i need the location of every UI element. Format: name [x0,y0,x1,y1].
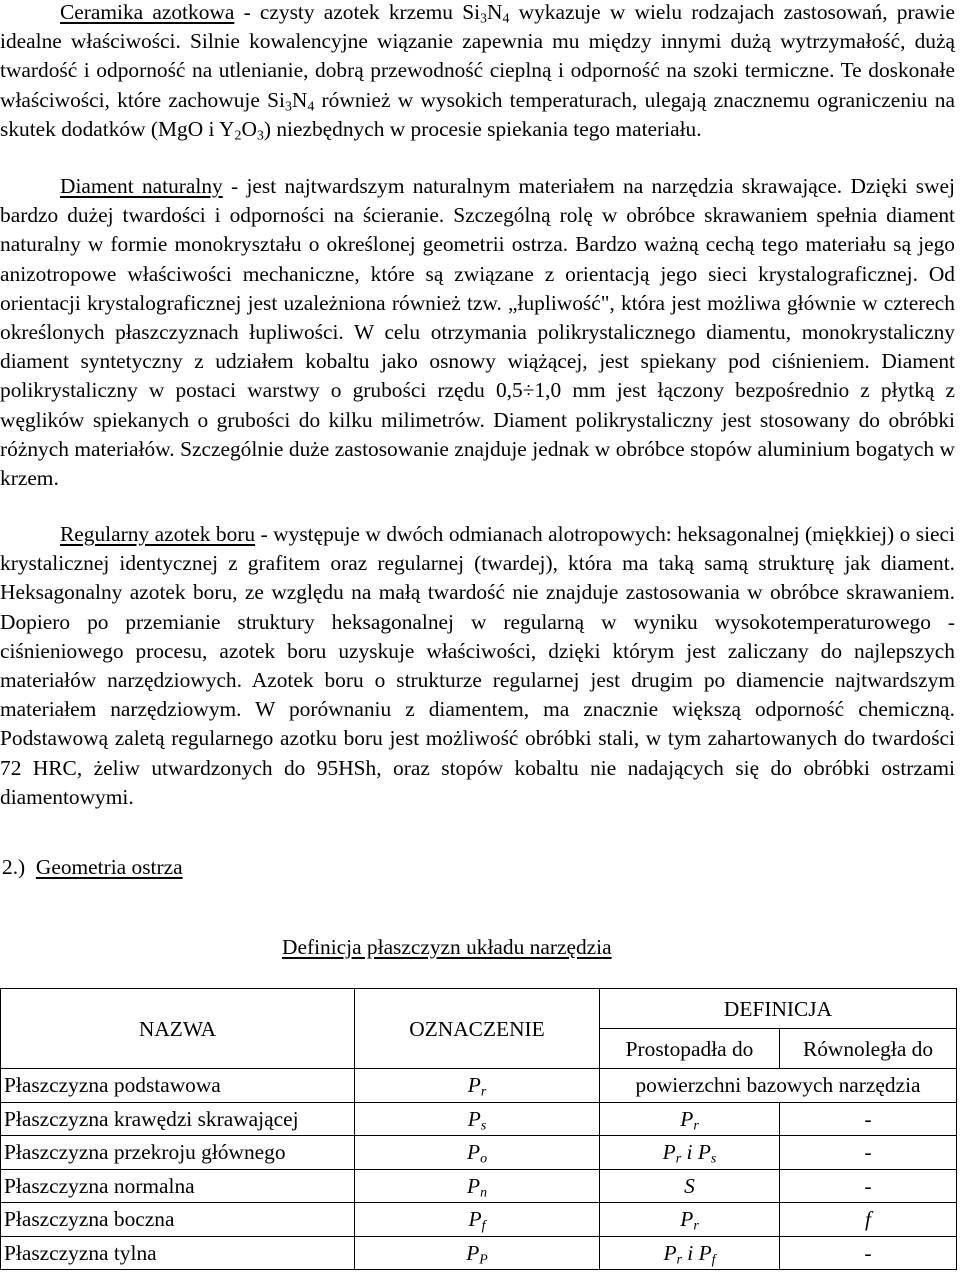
symbol-subscript: n [480,1185,488,1201]
header-name: NAZWA [1,989,355,1069]
subscript: 2 [234,128,242,144]
symbol-subscript: f [481,1218,486,1234]
plane-parallel: f [780,1203,957,1237]
symbol-letter: P [466,1173,481,1198]
symbol-subscript: f [711,1252,716,1268]
symbol-letter: S [684,1173,695,1198]
symbol-subscript: r [693,1218,699,1234]
subscript: 3 [480,11,487,27]
plane-perpendicular [600,1169,780,1203]
table-row [1,1102,957,1136]
symbol-letter: P [466,1240,480,1265]
symbol-letter: P [680,1106,694,1131]
plane-perpendicular [600,1102,780,1136]
paragraph-text: - występuje w dwóch odmianach alotropowych: heksagonalnej (miękkiej) o sieci krystalicznej identycznej z grafitem oraz regularnej (twardej), która ma taką samą strukturę jak diament. Heksagonalny azotek boru, ze względu na małą twardość nie znajduje zastosowania w obróbce skrawaniem. Dopiero po przemianie struktury heksagonalnej w regularną w wyniku wysokotemperaturowego - ciśnieniowego procesu, azotek boru uzyskuje właściwości, dzięki którym jest zaliczany do najlepszych materiałów narzędziowych. Azotek boru o strukturze regularnej jest drugim po diamencie najtwardszym materiałem narzędziowym. W porównaniu z diamentem, ma znacznie większą odporność chemiczną. Podstawową zaletą regularnego azotku boru jest możliwość obróbki stali, w tym zahartowanych do twardości 72 HRC, żeliw utwardzonych do 95HSh, oraz stopów kobaltu nie nadających się do obróbki ostrzami diamentowymi. [0,522,955,809]
plane-symbol [355,1102,600,1136]
table-row [1,1203,957,1237]
symbol-letter: P [698,1240,712,1265]
table-title: Definicja płaszczyzn układu narzędzia [282,935,612,959]
conjunction: i [681,1140,698,1165]
plane-name: Płaszczyzna normalna [1,1169,355,1203]
plane-symbol [355,1236,600,1270]
plane-name: Płaszczyzna przekroju głównego [1,1136,355,1170]
plane-parallel: - [780,1236,957,1270]
paragraph-boron-nitride [0,520,955,812]
section-heading [2,853,183,882]
plane-name: Płaszczyzna tylna [1,1236,355,1270]
symbol-letter: P [662,1140,676,1165]
symbol-subscript: r [480,1084,487,1100]
table-row [1,1236,957,1270]
symbol-letter: P [466,1140,481,1165]
header-symbol: OZNACZENIE [355,989,600,1069]
paragraph-natural-diamond [0,172,955,493]
conjunction: i [681,1240,699,1265]
plane-parallel: - [780,1169,957,1203]
symbol-subscript: s [480,1118,487,1134]
symbol-subscript: r [676,1252,682,1268]
plane-symbol [355,1169,600,1203]
plane-parallel: - [780,1136,957,1170]
plane-definition-merged: powierzchni bazowych narzędzia [600,1069,957,1103]
paragraph-text: O [241,116,257,141]
paragraph-text: również w wysokich temperaturach, ulegają znacznemu ograniczeniu na skutek dodatków (MgO i Y [0,87,955,141]
plane-perpendicular [600,1236,780,1270]
symbol-subscript: s [710,1151,717,1167]
plane-name: Płaszczyzna krawędzi skrawającej [1,1102,355,1136]
symbol-letter: P [467,1073,481,1098]
paragraph-text: - jest najtwardszym naturalnym materiałem na narzędzia skrawające. Dzięki swej bardzo dużej twardości i odporności na ścieranie. Szczególną rolę w obróbce skrawaniem spełnia diament naturalny w formie monokryształu o określonej geometrii ostrza. Bardzo ważną cechą tego materiału są jego anizotropowe właściwości mechaniczne, które są związane z orientacją jego sieci krystalograficznej. Od orientacji krystalograficznej jest uzależniona również tzw. „łupliwość", która jest możliwa głównie w czterech określonych płaszczyznach łupliwości. W celu otrzymania polikrystalicznego diamentu, monokrystaliczny diament syntetyczny z udziałem kobaltu jako osnowy wiążącej, jest spiekany pod ciśnieniem. Diament polikrystaliczny w postaci warstwy o grubości rzędu 0,5÷1,0 mm jest łączony bezpośrednio z płytką z węglików spiekanych o grubości do kilku milimetrów. Diament polikrystaliczny jest stosowany do obróbki różnych materiałów. Szczególnie duże zastosowanie znajduje jednak w obróbce stopów aluminium bogatych w krzem. [0,174,955,491]
plane-name: Płaszczyzna boczna [1,1203,355,1237]
term-silicon-nitride: Ceramika azotkowa [60,0,235,24]
header-perpendicular: Prostopadła do [600,1029,780,1069]
paragraph-text: N [291,87,308,112]
table-row [1,1169,957,1203]
subscript: 4 [307,99,315,115]
plane-symbol [355,1069,600,1103]
term-natural-diamond: Diament naturalny [60,174,223,198]
paragraph-text: wykazuje w wielu rodzajach zastosowań, prawie idealne właściwości. Silnie kowalencyjne wiązanie zapewnia mu między innymi dużą wytrzymałość, dużą twardość i odporność na utlenianie, dobrą przewodność cieplną i odporność na szoki termiczne. Te doskonałe właściwości, które zachowuje Si [0,0,955,112]
section-number: 2.) [2,855,26,879]
term-boron-nitride: Regularny azotek boru [60,522,256,546]
subscript: 4 [502,11,510,27]
symbol-subscript: P [479,1252,488,1268]
header-parallel: Równoległa do [780,1029,957,1069]
symbol-letter: P [697,1140,711,1165]
plane-parallel: - [780,1102,957,1136]
table-row [1,1136,957,1170]
plane-name: Płaszczyzna podstawowa [1,1069,355,1103]
section-title: Geometria ostrza [35,855,183,879]
subscript: 3 [256,128,264,144]
plane-symbol [355,1203,600,1237]
planes-definition-table [0,988,957,1270]
table-row [1,1069,957,1103]
table-header-row [1,989,957,1029]
symbol-subscript: r [693,1118,699,1134]
paragraph-text: N [487,0,503,24]
subscript: 3 [284,99,292,115]
plane-symbol [355,1136,600,1170]
plane-perpendicular [600,1203,780,1237]
header-definition: DEFINICJA [600,989,957,1029]
paragraph-silicon-nitride [0,0,955,144]
symbol-letter: P [680,1207,694,1232]
symbol-letter: P [663,1240,677,1265]
symbol-letter: P [467,1106,481,1131]
plane-perpendicular [600,1136,780,1170]
symbol-subscript: r [675,1151,682,1167]
symbol-letter: P [468,1207,482,1232]
symbol-subscript: o [480,1151,488,1167]
paragraph-text: - czysty azotek krzemu Si [234,0,481,24]
paragraph-text: ) niezbędnych w procesie spiekania tego materiału. [263,116,702,141]
